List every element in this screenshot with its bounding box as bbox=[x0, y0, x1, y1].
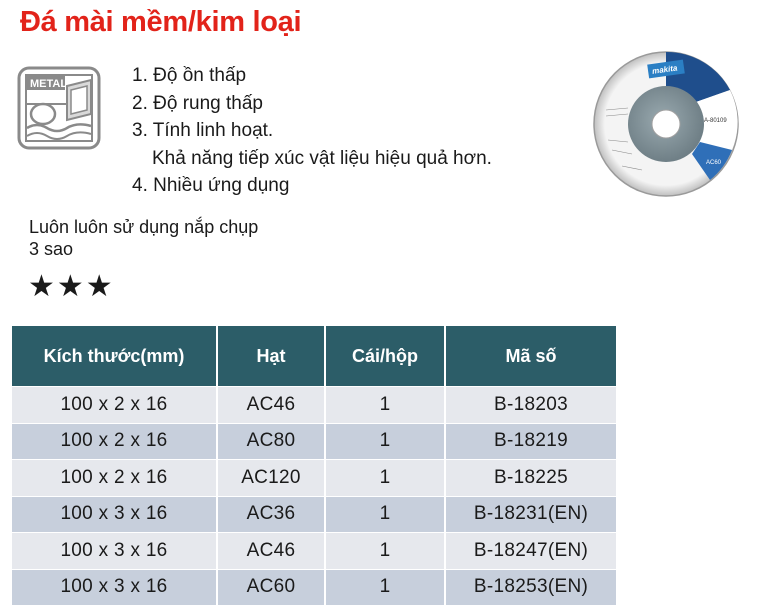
feature-item: 3. Tính linh hoạt. bbox=[132, 120, 274, 141]
page-title: Đá mài mềm/kim loại bbox=[20, 6, 302, 38]
cell-code: B-18247(EN) bbox=[445, 533, 616, 570]
feature-item: 4. Nhiều ứng dụng bbox=[132, 175, 290, 196]
table-header-row bbox=[12, 326, 616, 387]
table-row bbox=[12, 387, 616, 424]
disc-brand: makita bbox=[651, 63, 678, 76]
metal-material-icon bbox=[17, 66, 101, 150]
safety-note bbox=[29, 216, 258, 260]
cell-grit: AC60 bbox=[217, 569, 325, 605]
cell-pieces: 1 bbox=[325, 387, 445, 424]
header-size: Kích thước(mm) bbox=[12, 326, 217, 387]
makita-flap-disc-photo bbox=[592, 50, 740, 198]
cell-size: 100 x 2 x 16 bbox=[12, 423, 217, 460]
cell-size: 100 x 3 x 16 bbox=[12, 569, 217, 605]
cell-pieces: 1 bbox=[325, 423, 445, 460]
cell-grit: AC36 bbox=[217, 496, 325, 533]
feature-list bbox=[132, 62, 492, 200]
cell-size: 100 x 2 x 16 bbox=[12, 387, 217, 424]
cell-size: 100 x 3 x 16 bbox=[12, 533, 217, 570]
cell-grit: AC46 bbox=[217, 533, 325, 570]
safety-note-line: Luôn luôn sử dụng nắp chụp bbox=[29, 217, 259, 237]
table-row bbox=[12, 533, 616, 570]
cell-pieces: 1 bbox=[325, 460, 445, 497]
disc-grit: AC60 bbox=[706, 160, 722, 166]
star-rating: ★★★ bbox=[28, 270, 115, 303]
cell-code: B-18253(EN) bbox=[445, 569, 616, 605]
feature-item: 1. Độ ồn thấp bbox=[132, 65, 247, 86]
cell-code: B-18203 bbox=[445, 387, 616, 424]
table-row bbox=[12, 496, 616, 533]
cell-grit: AC80 bbox=[217, 423, 325, 460]
table-row bbox=[12, 460, 616, 497]
cell-size: 100 x 2 x 16 bbox=[12, 460, 217, 497]
cell-code: B-18231(EN) bbox=[445, 496, 616, 533]
header-pieces-per-box: Cái/hộp bbox=[325, 326, 445, 387]
cell-size: 100 x 3 x 16 bbox=[12, 496, 217, 533]
feature-item: 2. Độ rung thấp bbox=[132, 92, 263, 114]
safety-rating-label: 3 sao bbox=[29, 239, 74, 259]
disc-code: A-80109 bbox=[704, 118, 727, 124]
cell-pieces: 1 bbox=[325, 569, 445, 605]
feature-item-detail: Khả năng tiếp xúc vật liệu hiệu quả hơn. bbox=[152, 147, 492, 169]
table-row bbox=[12, 569, 616, 605]
table-row bbox=[12, 423, 616, 460]
header-grit: Hạt bbox=[217, 326, 325, 387]
cell-pieces: 1 bbox=[325, 533, 445, 570]
metal-label: METAL bbox=[30, 78, 68, 90]
specification-table bbox=[12, 326, 616, 605]
cell-grit: AC46 bbox=[217, 387, 325, 424]
cell-pieces: 1 bbox=[325, 496, 445, 533]
header-code: Mã số bbox=[445, 326, 616, 387]
cell-code: B-18219 bbox=[445, 423, 616, 460]
cell-code: B-18225 bbox=[445, 460, 616, 497]
cell-grit: AC120 bbox=[217, 460, 325, 497]
